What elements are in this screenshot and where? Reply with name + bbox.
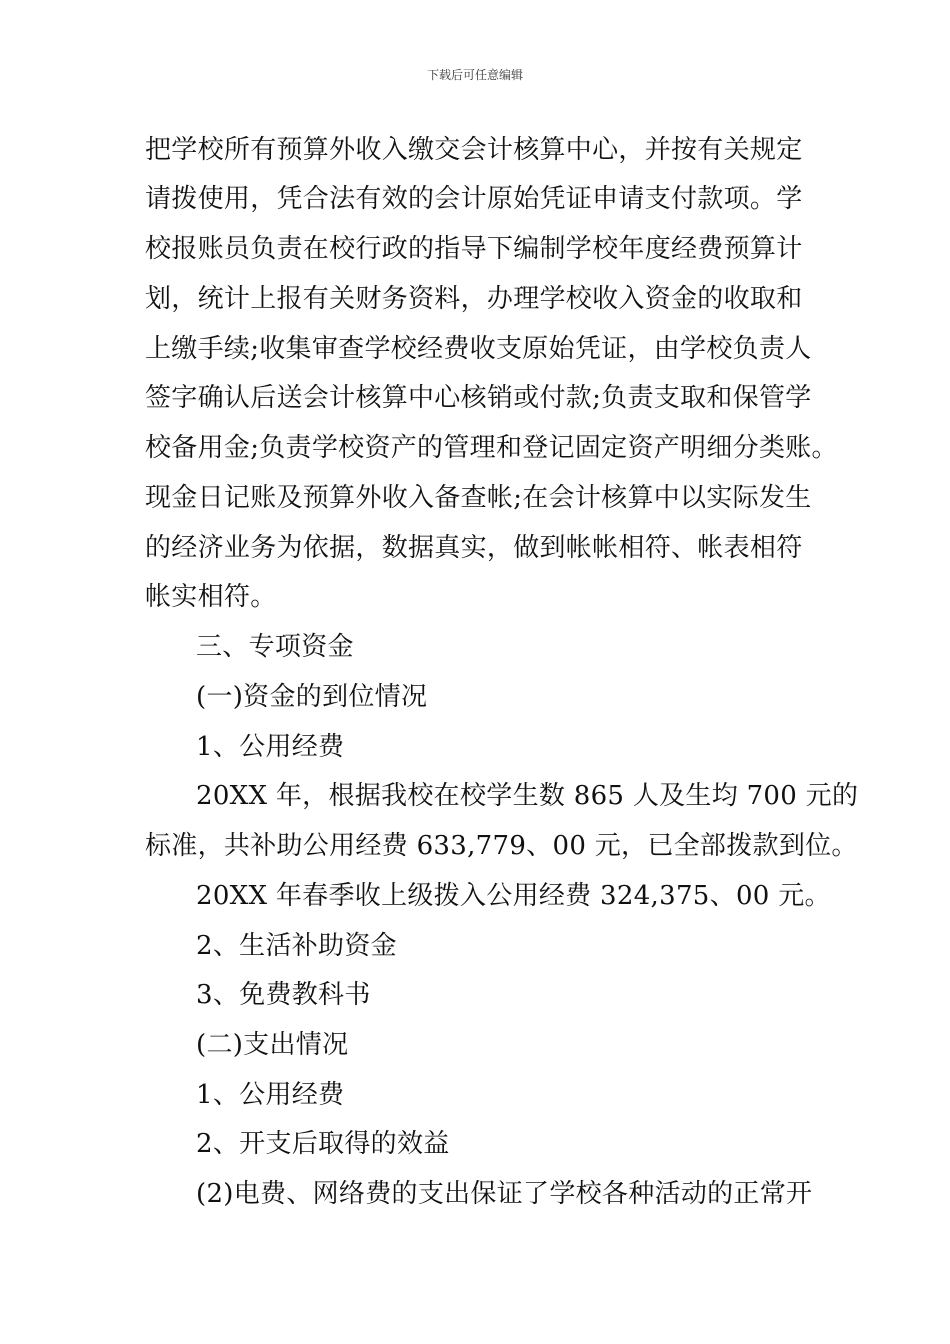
paragraph-1-line-2: 标准，共补助公用经费 633,779、00 元，已全部拨款到位。 <box>145 831 858 861</box>
item-heading-2: 2、生活补助资金 <box>196 931 397 961</box>
body-line-3: 校报账员负责在校行政的指导下编制学校年度经费预算计 <box>145 234 803 264</box>
item-heading-1: 1、公用经费 <box>196 732 345 762</box>
body-line-10: 帐实相符。 <box>145 582 277 612</box>
item-heading-5: 2、开支后取得的效益 <box>196 1129 450 1159</box>
body-line-2: 请拨使用，凭合法有效的会计原始凭证申请支付款项。学 <box>145 184 803 214</box>
subsection-heading-1: (一)资金的到位情况 <box>196 682 428 712</box>
paragraph-3: (2)电费、网络费的支出保证了学校各种活动的正常开 <box>196 1179 813 1209</box>
item-heading-4: 1、公用经费 <box>196 1080 345 1110</box>
item-heading-3: 3、免费教科书 <box>196 980 371 1010</box>
paragraph-1-line-1: 20XX 年，根据我校在校学生数 865 人及生均 700 元的 <box>196 781 859 811</box>
body-line-1: 把学校所有预算外收入缴交会计核算中心，并按有关规定 <box>145 135 803 165</box>
body-line-6: 签字确认后送会计核算中心核销或付款;负责支取和保管学 <box>145 383 812 413</box>
subsection-heading-2: (二)支出情况 <box>196 1030 349 1060</box>
body-line-5: 上缴手续;收集审查学校经费收支原始凭证，由学校负责人 <box>145 334 812 364</box>
body-line-8: 现金日记账及预算外收入备查帐;在会计核算中以实际发生 <box>145 483 812 513</box>
body-line-7: 校备用金;负责学校资产的管理和登记固定资产明细分类账。 <box>145 433 838 463</box>
section-heading-3: 三、专项资金 <box>196 632 354 662</box>
paragraph-2: 20XX 年春季收上级拨入公用经费 324,375、00 元。 <box>196 881 831 911</box>
body-line-9: 的经济业务为依据，数据真实，做到帐帐相符、帐表相符 <box>145 533 803 563</box>
page-header: 下载后可任意编辑 <box>426 68 523 82</box>
body-line-4: 划，统计上报有关财务资料，办理学校收入资金的收取和 <box>145 284 803 314</box>
